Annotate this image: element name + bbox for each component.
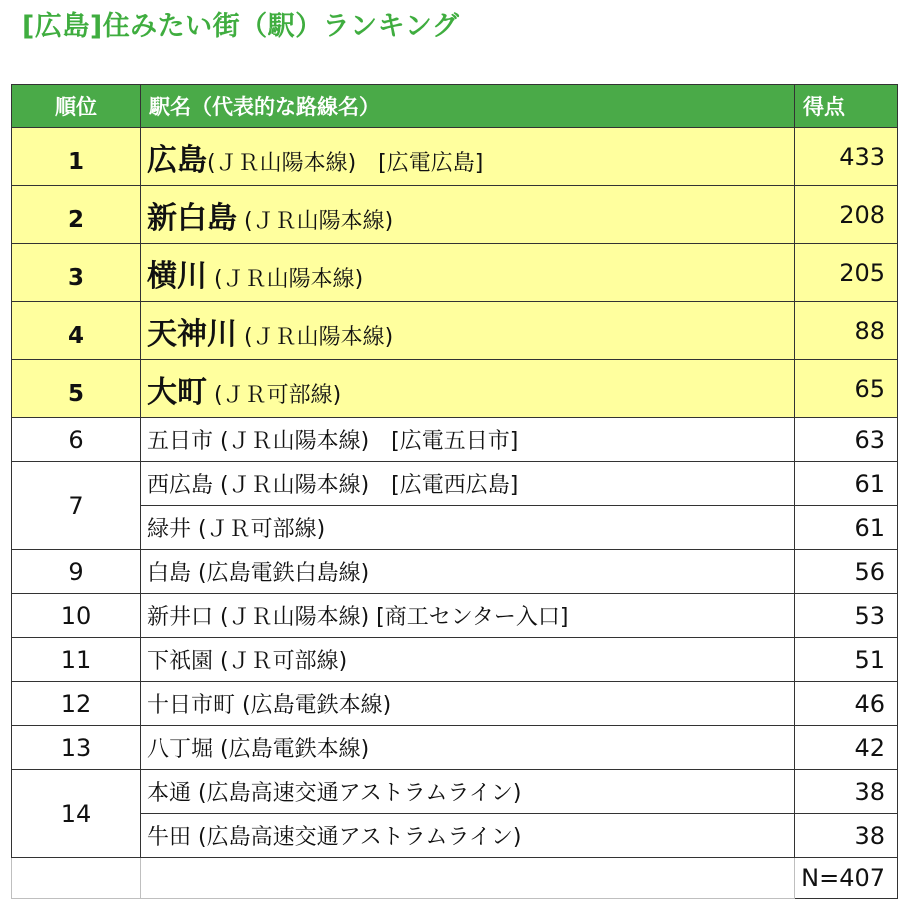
rank-cell: 5	[12, 360, 141, 418]
station-name: 天神川	[147, 316, 237, 352]
rank-cell: 3	[12, 244, 141, 302]
rank-cell: 12	[12, 682, 141, 726]
station-cell: 白島 (広島電鉄白島線)	[141, 550, 795, 594]
score-cell: 61	[795, 506, 898, 550]
rank-cell: 2	[12, 186, 141, 244]
rank-cell: 7	[12, 462, 141, 550]
rank-cell: 6	[12, 418, 141, 462]
rank-cell: 14	[12, 770, 141, 858]
station-cell	[141, 302, 795, 360]
score-cell: 46	[795, 682, 898, 726]
score-cell: 51	[795, 638, 898, 682]
score-cell: 56	[795, 550, 898, 594]
footer-empty-cell	[141, 858, 795, 899]
page-title: [広島]住みたい街（駅）ランキング	[22, 11, 460, 42]
footer-row	[12, 858, 898, 899]
table-row	[12, 360, 898, 418]
station-cell	[141, 186, 795, 244]
station-cell: 下祇園 (ＪＲ可部線)	[141, 638, 795, 682]
station-line: (ＪＲ可部線)	[207, 382, 342, 408]
table-row	[12, 770, 898, 814]
station-cell: 本通 (広島高速交通アストラムライン)	[141, 770, 795, 814]
station-name: 大町	[147, 374, 207, 410]
score-cell: 61	[795, 462, 898, 506]
score-cell: 38	[795, 814, 898, 858]
score-cell: 65	[795, 360, 898, 418]
station-cell: 五日市 (ＪＲ山陽本線) [広電五日市]	[141, 418, 795, 462]
station-cell: 緑井 (ＪＲ可部線)	[141, 506, 795, 550]
station-cell: 八丁堀 (広島電鉄本線)	[141, 726, 795, 770]
table-row	[12, 302, 898, 360]
score-cell: 38	[795, 770, 898, 814]
station-cell: 西広島 (ＪＲ山陽本線) [広電西広島]	[141, 462, 795, 506]
table-row	[12, 244, 898, 302]
rank-cell: 10	[12, 594, 141, 638]
rank-cell: 4	[12, 302, 141, 360]
station-cell	[141, 128, 795, 186]
table-row	[12, 462, 898, 506]
station-line: (ＪＲ山陽本線)	[207, 266, 364, 292]
table-row	[12, 550, 898, 594]
station-name: 新白島	[147, 200, 237, 236]
ranking-table	[11, 84, 898, 899]
station-name: 広島	[147, 142, 207, 178]
sample-size: N=407	[795, 858, 898, 899]
rank-cell: 9	[12, 550, 141, 594]
score-cell: 53	[795, 594, 898, 638]
station-line: (ＪＲ山陽本線)	[237, 324, 394, 350]
table-row	[12, 638, 898, 682]
score-cell: 433	[795, 128, 898, 186]
header-rank: 順位	[12, 85, 141, 128]
station-cell	[141, 244, 795, 302]
station-line: (ＪＲ山陽本線) [広電広島]	[207, 150, 484, 176]
header-row	[12, 85, 898, 128]
footer-empty-cell	[12, 858, 141, 899]
rank-cell: 1	[12, 128, 141, 186]
station-cell: 十日市町 (広島電鉄本線)	[141, 682, 795, 726]
table-row	[12, 726, 898, 770]
table-row	[12, 682, 898, 726]
station-line: (ＪＲ山陽本線)	[237, 208, 394, 234]
score-cell: 63	[795, 418, 898, 462]
header-score: 得点	[795, 85, 898, 128]
table-row	[12, 418, 898, 462]
score-cell: 42	[795, 726, 898, 770]
rank-cell: 13	[12, 726, 141, 770]
table-row	[12, 506, 898, 550]
table-row	[12, 128, 898, 186]
score-cell: 205	[795, 244, 898, 302]
station-name: 横川	[147, 258, 207, 294]
rank-cell: 11	[12, 638, 141, 682]
station-cell	[141, 360, 795, 418]
table-row	[12, 594, 898, 638]
table-row	[12, 814, 898, 858]
header-station: 駅名（代表的な路線名）	[141, 85, 795, 128]
score-cell: 88	[795, 302, 898, 360]
score-cell: 208	[795, 186, 898, 244]
station-cell: 新井口 (ＪＲ山陽本線) [商工センター入口]	[141, 594, 795, 638]
table-row	[12, 186, 898, 244]
station-cell: 牛田 (広島高速交通アストラムライン)	[141, 814, 795, 858]
